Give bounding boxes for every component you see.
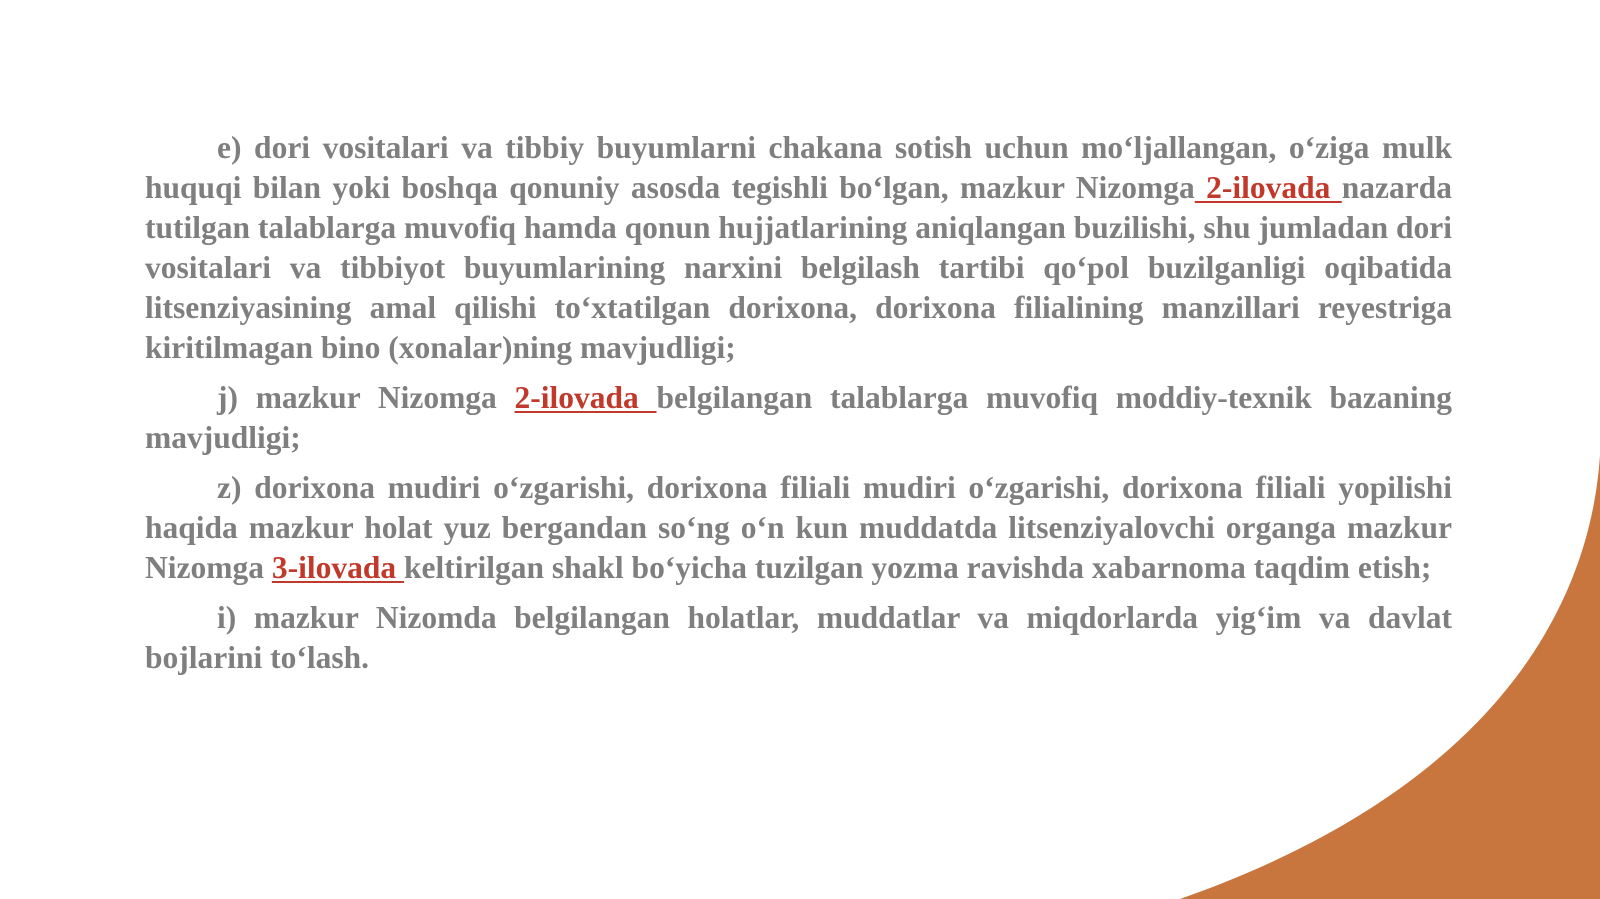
paragraph-i	[145, 598, 1452, 678]
link-annex-3[interactable]: 3-ilovada	[271, 550, 404, 585]
paragraph-e	[145, 128, 1452, 368]
paragraph-z-text-after: keltirilgan shakl bo‘yicha tuzilgan yozma ravishda xabarnoma taqdim etish;	[404, 550, 1432, 585]
paragraph-j	[145, 378, 1452, 458]
link-annex-2[interactable]: 2-ilovada	[1194, 170, 1342, 205]
paragraph-e-text-after: nazarda tutilgan talablarga muvofiq hamda qonun hujjatlarining aniqlangan buzilishi, shu jumladan dori vositalari va tibbiyot buyumlarining narxini belgilash tartibi qo‘pol buzilganligi oqibatida litsenziyasining amal qilishi to‘xtatilgan dorixona, dorixona filialining manzillari reyestriga kiritilmagan bino (xonalar)ning mavjudligi;	[145, 170, 1452, 365]
paragraph-z-text-before: z) dorixona mudiri o‘zgarishi, dorixona filiali mudiri o‘zgarishi, dorixona filiali yopilishi haqida mazkur holat yuz bergandan so‘ng o‘n kun muddatda litsenziyalovchi organga mazkur Nizomga	[145, 470, 1452, 585]
paragraph-j-text-after: belgilangan talablarga muvofiq moddiy-texnik bazaning mavjudligi;	[145, 380, 1453, 455]
paragraph-i-text: i) mazkur Nizomda belgilangan holatlar, muddatlar va miqdorlarda yig‘im va davlat bojlarini to‘lash.	[145, 600, 1452, 675]
paragraph-j-text-before: j) mazkur Nizomga	[217, 380, 515, 415]
paragraph-e-text-before: e) dori vositalari va tibbiy buyumlarni chakana sotish uchun mo‘ljallangan, o‘ziga mulk huquqi bilan yoki boshqa qonuniy asosda tegishli bo‘lgan, mazkur Nizomga	[145, 130, 1452, 205]
document-text-body	[145, 128, 1452, 688]
link-annex-2-second[interactable]: 2-ilovada	[514, 380, 657, 415]
paragraph-z	[145, 468, 1452, 588]
